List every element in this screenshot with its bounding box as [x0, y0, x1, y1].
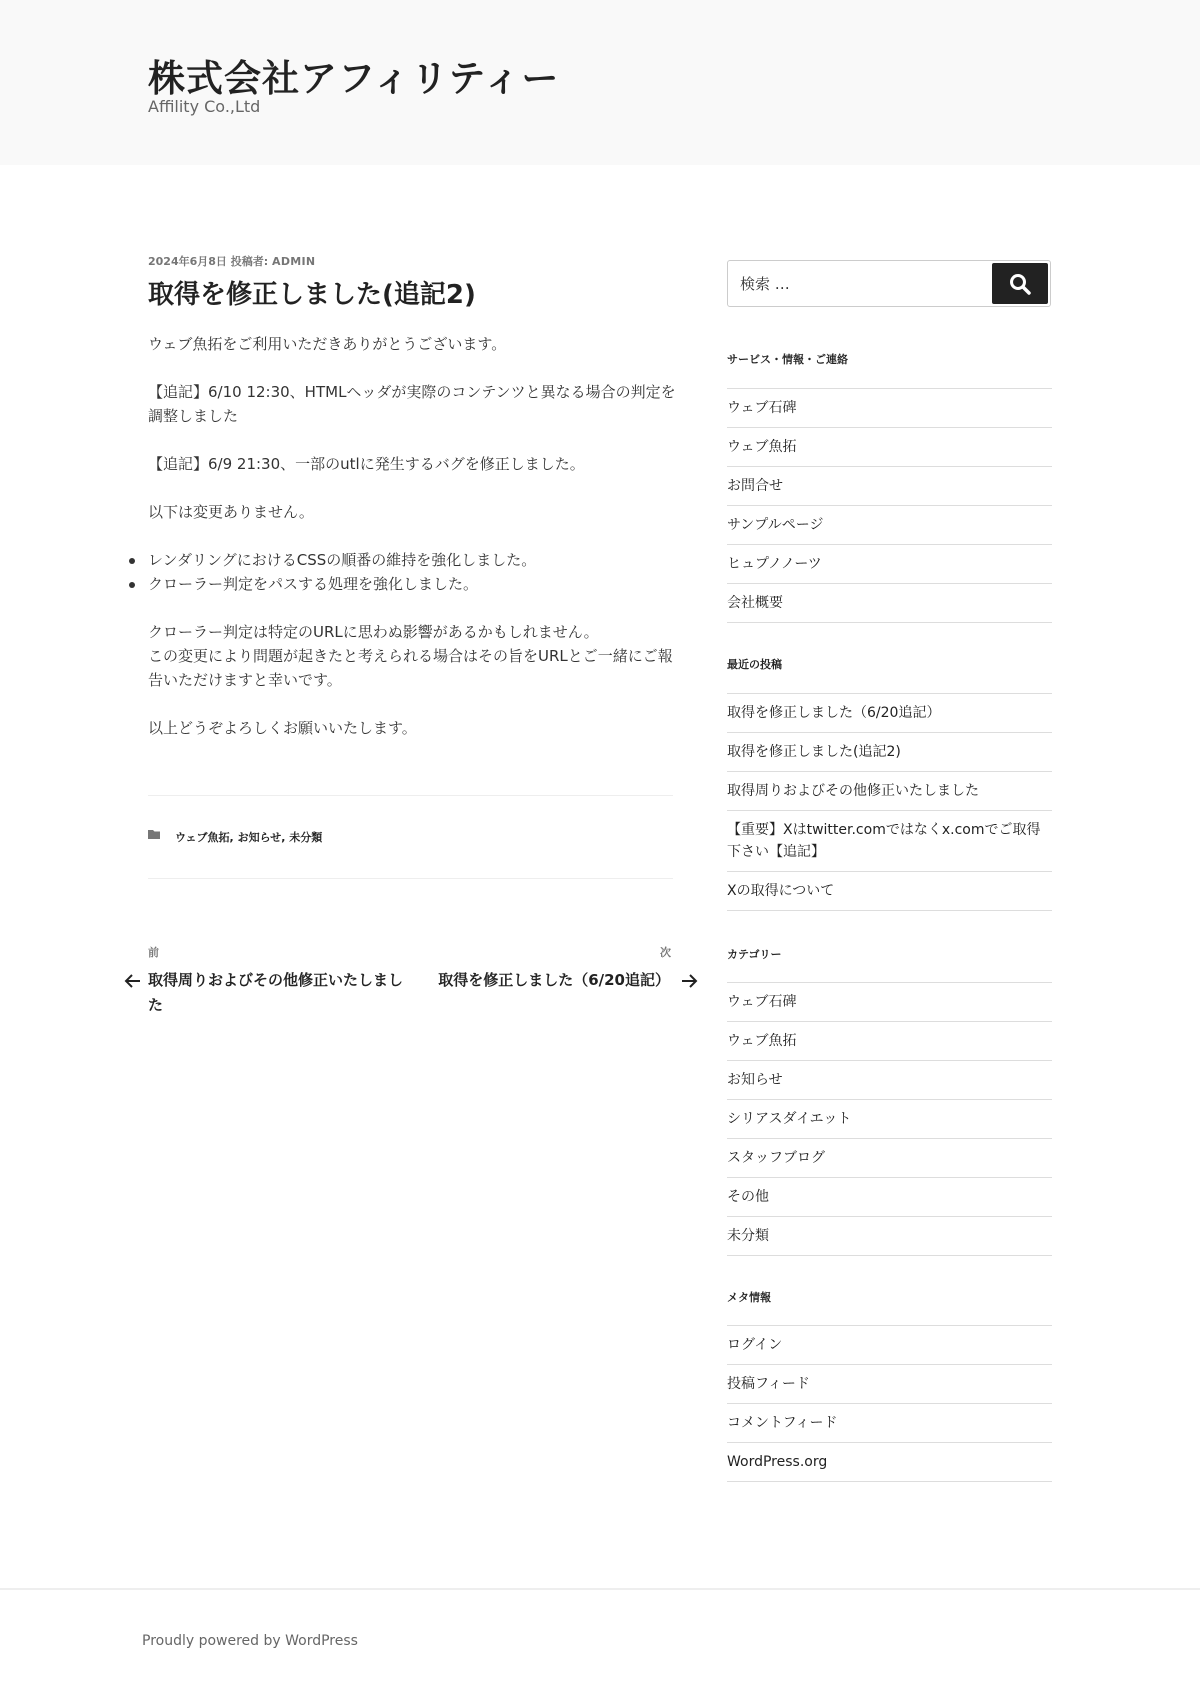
widget-title-categories: カテゴリー — [727, 948, 782, 961]
post-categories[interactable]: ウェブ魚拓, お知らせ, 未分類 — [175, 831, 323, 844]
categories-list — [727, 982, 1052, 1256]
post-paragraph: 以上どうぞよろしくお願いいたします。 — [148, 719, 417, 737]
category-item[interactable]: その他 — [727, 1178, 1052, 1217]
services-item[interactable]: ウェブ魚拓 — [727, 428, 1052, 467]
meta-item[interactable]: ログイン — [727, 1326, 1052, 1365]
post-paragraph: ウェブ魚拓をご利用いただきありがとうございます。 — [148, 335, 507, 353]
search-input[interactable] — [740, 273, 970, 295]
post-title: 取得を修正しました(追記2) — [148, 280, 476, 310]
nav-prev-label: 前 — [148, 946, 159, 959]
category-item[interactable]: スタッフブログ — [727, 1139, 1052, 1178]
category-item[interactable]: お知らせ — [727, 1061, 1052, 1100]
recent-post-item[interactable]: 【重要】Xはtwitter.comではなくx.comでご取得下さい【追記】 — [727, 811, 1052, 872]
nav-next-label: 次 — [660, 946, 671, 959]
nav-next-link[interactable]: 取得を修正しました（6/20追記） — [438, 971, 670, 989]
meta-item[interactable]: WordPress.org — [727, 1443, 1052, 1482]
post-content — [148, 332, 678, 764]
post-bullet-list — [148, 548, 678, 596]
arrow-right-icon[interactable] — [680, 972, 698, 990]
services-item[interactable]: ウェブ石碑 — [727, 389, 1052, 428]
post-bullet-item: クローラー判定をパスする処理を強化しました。 — [148, 572, 678, 596]
site-footer — [0, 1588, 1200, 1685]
post-paragraph-line: クローラー判定は特定のURLに思わぬ影響があるかもしれません。 — [148, 623, 599, 641]
category-item[interactable]: シリアスダイエット — [727, 1100, 1052, 1139]
post-paragraph — [148, 620, 678, 692]
meta-item[interactable]: 投稿フィード — [727, 1365, 1052, 1404]
post-footer — [148, 795, 673, 879]
services-item[interactable]: お問合せ — [727, 467, 1052, 506]
widget-title-meta: メタ情報 — [727, 1291, 771, 1304]
widget-title-services: サービス・情報・ご連絡 — [727, 353, 848, 366]
search-form — [727, 260, 1051, 307]
post-bullet-item: レンダリングにおけるCSSの順番の維持を強化しました。 — [148, 548, 678, 572]
meta-list — [727, 1325, 1052, 1482]
services-item[interactable]: 会社概要 — [727, 584, 1052, 623]
site-header — [0, 0, 1200, 165]
search-button[interactable] — [992, 263, 1048, 304]
search-icon — [1009, 273, 1031, 295]
post-author[interactable]: ADMIN — [272, 255, 316, 268]
services-item[interactable]: ヒュプノノーツ — [727, 545, 1052, 584]
post-date[interactable]: 2024年6月8日 — [148, 255, 227, 268]
recent-post-item[interactable]: 取得を修正しました(追記2) — [727, 733, 1052, 772]
recent-posts-list — [727, 693, 1052, 911]
powered-by-link[interactable]: Proudly powered by WordPress — [142, 1633, 358, 1649]
category-item[interactable]: ウェブ石碑 — [727, 983, 1052, 1022]
category-item[interactable]: ウェブ魚拓 — [727, 1022, 1052, 1061]
services-list — [727, 388, 1052, 623]
meta-item[interactable]: コメントフィード — [727, 1404, 1052, 1443]
post-paragraph: 【追記】6/10 12:30、HTMLヘッダが実際のコンテンツと異なる場合の判定を調整しました — [148, 383, 676, 425]
site-title[interactable]: 株式会社アフィリティー — [148, 57, 560, 100]
post-paragraph: 以下は変更ありません。 — [148, 503, 314, 521]
post-meta — [148, 253, 315, 269]
nav-prev-link[interactable]: 取得周りおよびその他修正いたしました — [148, 971, 404, 1014]
widget-title-recent-posts: 最近の投稿 — [727, 658, 782, 671]
site-description: Affility Co.,Ltd — [148, 97, 261, 116]
recent-post-item[interactable]: 取得を修正しました（6/20追記） — [727, 694, 1052, 733]
services-item[interactable]: サンプルページ — [727, 506, 1052, 545]
category-item[interactable]: 未分類 — [727, 1217, 1052, 1256]
recent-post-item[interactable]: 取得周りおよびその他修正いたしました — [727, 772, 1052, 811]
post-paragraph-line: この変更により問題が起きたと考えられる場合はその旨をURLとご一緒にご報告いただけますと幸いです。 — [148, 647, 673, 689]
folder-icon — [148, 829, 161, 840]
post-by-label: 投稿者: — [230, 255, 269, 268]
arrow-left-icon[interactable] — [124, 972, 142, 990]
recent-post-item[interactable]: Xの取得について — [727, 872, 1052, 911]
post-paragraph: 【追記】6/9 21:30、一部のutlに発生するバグを修正しました。 — [148, 455, 585, 473]
